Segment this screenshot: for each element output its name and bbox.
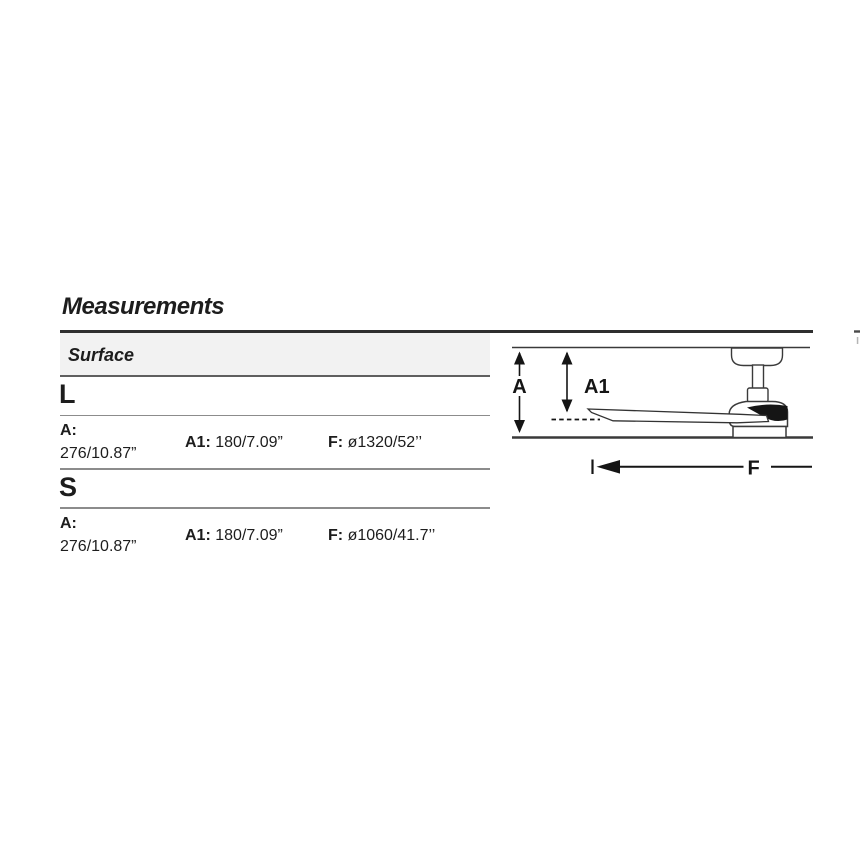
measurement-a-l (60, 420, 137, 465)
measurement-a1-l-value: 180/7.09” (215, 433, 283, 451)
dimension-f-label: F (747, 457, 760, 480)
measurement-f-l-value: ø1320/52’’ (347, 433, 422, 451)
measurement-a1-l (185, 432, 283, 455)
measurement-a1-s-value: 180/7.09” (215, 526, 283, 544)
measurement-a-s (60, 513, 137, 558)
dimension-a-label: A (512, 376, 527, 398)
rule-under-s (60, 507, 490, 509)
rule-under-header (60, 375, 490, 377)
measurement-a-l-label: A: (60, 422, 77, 439)
dimension-a1-arrow (562, 352, 610, 413)
table-header-row (60, 333, 490, 375)
dimension-a1-label: A1 (584, 376, 610, 398)
page-title: Measurements (62, 293, 225, 320)
rule-under-l (60, 415, 490, 417)
measurement-f-s-label: F: (328, 526, 344, 544)
measurement-f-l-label: F: (328, 433, 344, 451)
row-label-l: L (59, 379, 76, 409)
fan-canopy (732, 348, 783, 366)
fan-bottom-housing (733, 427, 786, 438)
surface-header-label: Surface (68, 345, 135, 365)
measurement-a1-s (185, 525, 283, 548)
measurement-f-l (328, 432, 422, 455)
f-arrowhead (597, 460, 621, 474)
cropped-artifact (854, 332, 860, 345)
measurement-a-l-value: 276/10.87” (60, 444, 137, 462)
measurement-a-s-value: 276/10.87” (60, 537, 137, 555)
row-label-s: S (59, 472, 78, 502)
fan-coupling (748, 388, 769, 402)
fan-dimension-diagram (500, 325, 860, 485)
measurement-a1-l-label: A1: (185, 433, 211, 451)
dimension-a-arrow (510, 352, 530, 434)
fan-downrod (753, 365, 764, 389)
dimension-f-line (593, 458, 813, 480)
measurement-a1-s-label: A1: (185, 526, 211, 544)
ceiling-fan (588, 348, 788, 438)
measurement-f-s-value: ø1060/41.7’’ (347, 526, 436, 544)
measurement-a-s-label: A: (60, 515, 77, 532)
measurement-f-s (328, 525, 435, 548)
rule-under-l-data (60, 468, 490, 470)
